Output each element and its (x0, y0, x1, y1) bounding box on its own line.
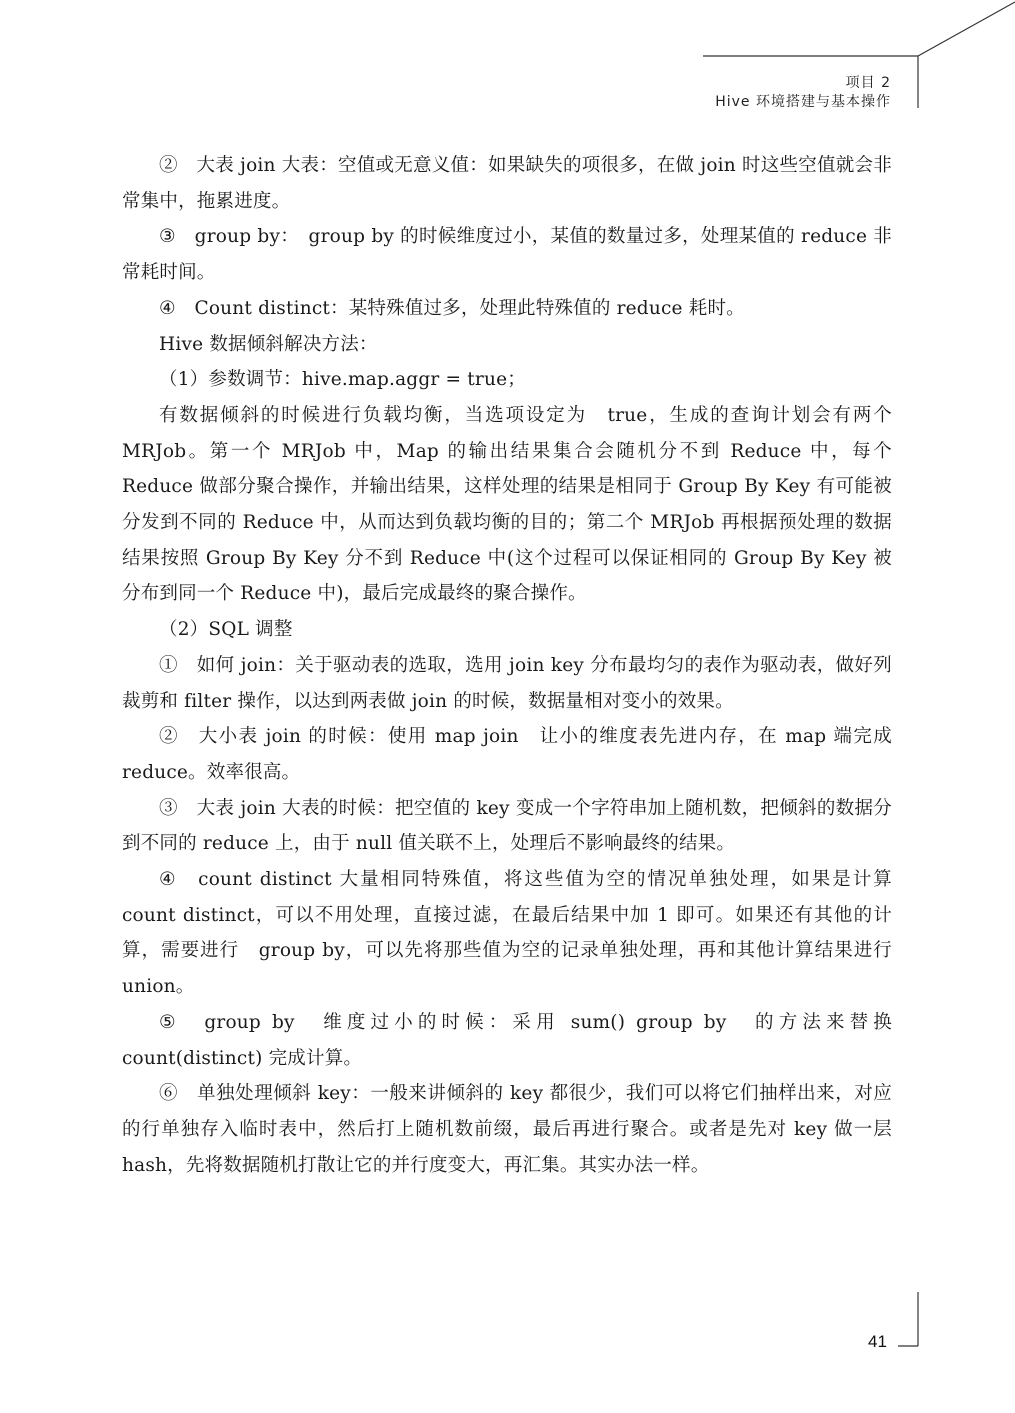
paragraph: ⑥ 单独处理倾斜 key：一般来讲倾斜的 key 都很少，我们可以将它们抽样出来，对应的行单独存入临时表中，然后打上随机数前缀，最后再进行聚合。或者是先对 key 做一层 hash，先将数据随机打散让它的并行度变大，再汇集。其实办法一样。 (122, 1083, 892, 1176)
paragraph: Hive 数据倾斜解决方法： (159, 333, 378, 355)
paragraph: （2）SQL 调整 (159, 619, 293, 641)
header-diagonal (918, 2, 1015, 56)
paragraph: ② 大表 join 大表：空值或无意义值：如果缺失的项很多，在做 join 时这些空值就会非常集中，拖累进度。 (122, 155, 892, 212)
paragraph: （1）参数调节：hive.map.aggr = true； (159, 369, 526, 391)
running-header (715, 74, 891, 112)
paragraph: ④ count distinct 大量相同特殊值，将这些值为空的情况单独处理，如果是计算 count distinct，可以不用处理，直接过滤，在最后结果中加 1 即可。如果还有其他的计算，需要进行 group by，可以先将那些值为空的记录单独处理，再和其他计算结果进行 union。 (122, 869, 911, 998)
paragraph: ② 大小表 join 的时候：使用 map join 让小的维度表先进内存，在 map 端完成 reduce。效率很高。 (122, 726, 892, 783)
paragraph: ④ Count distinct：某特殊值过多，处理此特殊值的 reduce 耗时。 (159, 297, 745, 319)
header-chapter-title: Hive 环境搭建与基本操作 (715, 94, 891, 110)
paragraph: ③ group by： group by 的时候维度过小，某值的数量过多，处理某值的 reduce 非常耗时间。 (122, 226, 892, 284)
paragraph: 有数据倾斜的时候进行负载均衡，当选项设定为 true，生成的查询计划会有两个 MRJob。第一个 MRJob 中，Map 的输出结果集合会随机分不到 Reduce 中，每个 Reduce 做部分聚合操作，并输出结果，这样处理的结果是相同于 Group By Key 有可能被分发到不同的 Reduce 中，从而达到负载均衡的目的；第二个 MRJob 再根据预处理的数据结果按照 Group By Key 分不到 Reduce 中(这个过程可以保证相同的 Group By Key 被分布到同一个 Reduce 中)，最后完成最终的聚合操作。 (122, 404, 892, 605)
page-number: 41 (868, 1332, 887, 1351)
paragraph: ① 如何 join：关于驱动表的选取，选用 join key 分布最均匀的表作为驱动表，做好列裁剪和 filter 操作，以达到两表做 join 的时候，数据量相对变小的效果。 (122, 654, 892, 712)
paragraph: ③ 大表 join 大表的时候：把空值的 key 变成一个字符串加上随机数，把倾斜的数据分到不同的 reduce 上，由于 null 值关联不上，处理后不影响最终的结果。 (122, 797, 892, 855)
paragraph: ⑤ group by 维度过小的时候：采用 sum() group by 的方法来替换 count(distinct) 完成计算。 (122, 1011, 892, 1069)
header-project: 项目 2 (845, 75, 891, 91)
body-text (122, 148, 911, 1183)
